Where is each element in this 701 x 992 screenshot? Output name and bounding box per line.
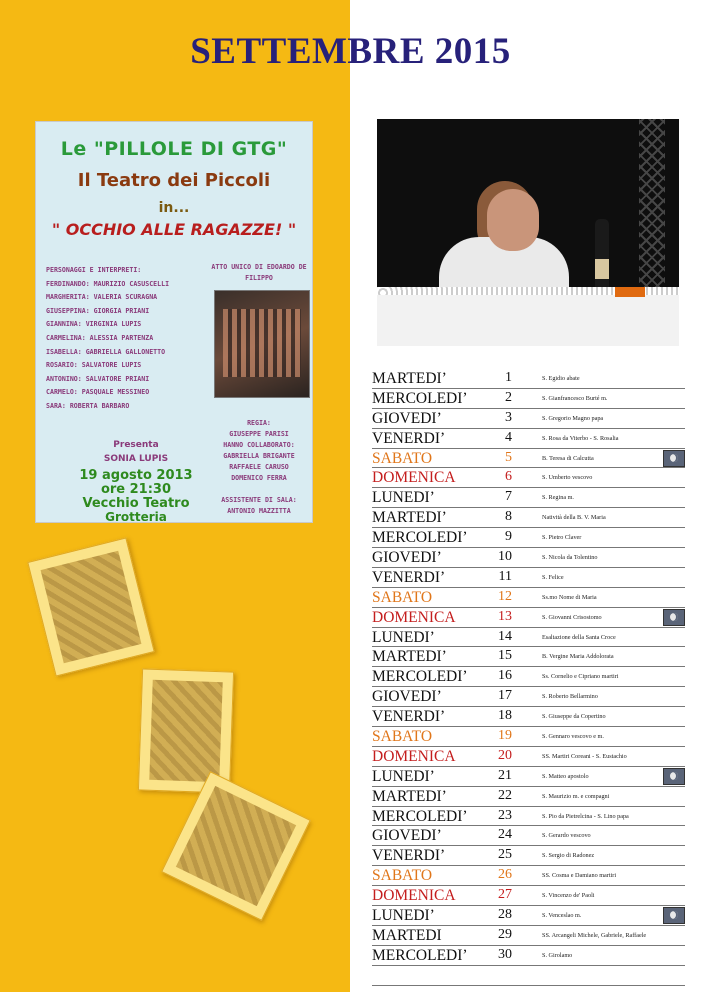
poster-time: ore 21:30 [100, 482, 172, 497]
calendar-day-name: LUNEDI’ [372, 628, 435, 646]
poster-regia-line: ANTONIO MAZZITTA [227, 507, 291, 515]
calendar-list [372, 369, 685, 986]
calendar-day-number: 23 [498, 807, 512, 823]
calendar-day-name: VENERDI’ [372, 429, 446, 447]
calendar-day-number: 3 [505, 409, 512, 425]
calendar-day-name: SABATO [372, 728, 433, 746]
poster-credit-line: ISABELLA: GABRIELLA GALLONETTO [46, 347, 166, 356]
calendar-saint: S. Gianfrancesco Burté m. [542, 394, 608, 402]
moon-phase-icon [663, 768, 685, 785]
calendar-row [372, 548, 685, 568]
calendar-saint: S. Nicola da Tolentino [542, 554, 598, 562]
poster-regia-line: HANNO COLLABORATO: [223, 441, 295, 449]
poster-date: 19 agosto 2013 [79, 468, 193, 483]
calendar-row [372, 449, 685, 469]
poster-photo-caption: ATTO UNICO DI EDOARDO DE FILIPPO [211, 263, 307, 282]
calendar-saint: S. Pietro Claver [542, 534, 582, 542]
calendar-row [372, 866, 685, 886]
calendar-row [372, 747, 685, 767]
calendar-day-name: VENERDI’ [372, 847, 446, 865]
poster-regia-line: DOMENICO FERRA [231, 474, 287, 482]
calendar-day-number: 13 [498, 608, 512, 624]
poster-credits [46, 264, 206, 414]
calendar-day-name: VENERDI’ [372, 568, 446, 586]
calendar-day-name: LUNEDI’ [372, 907, 435, 925]
calendar-day-name: MARTEDI’ [372, 648, 447, 666]
calendar-saint: SS. Arcangeli Michele, Gabriele, Raffaele [542, 931, 647, 939]
calendar-row [372, 568, 685, 588]
calendar-day-number: 25 [498, 847, 512, 863]
calendar-row [372, 647, 685, 667]
calendar-day-number: 17 [498, 688, 512, 704]
calendar-row [372, 787, 685, 807]
calendar-day-number: 4 [505, 429, 512, 445]
poster-company-name: Il Teatro dei Piccoli [77, 170, 271, 191]
moon-phase-icon [663, 450, 685, 467]
calendar-saint: B. Vergine Maria Addolorata [542, 653, 614, 661]
calendar-saint: S. Rosa da Viterbo - S. Rosalia [542, 434, 619, 442]
stage-photo [377, 119, 679, 346]
poster-regia-line: REGIA: [247, 419, 271, 427]
calendar-day-number: 16 [498, 668, 512, 684]
calendar-day-name: MERCOLEDI’ [372, 389, 468, 407]
calendar-saint: B. Teresa di Calcutta [542, 454, 594, 462]
calendar-day-number: 8 [505, 509, 512, 525]
calendar-row [372, 369, 685, 389]
calendar-day-number: 21 [498, 767, 512, 783]
calendar-saint: Natività della B. V. Maria [542, 514, 606, 522]
poster-city: Grotteria [105, 510, 167, 522]
calendar-day-name: DOMENICA [372, 747, 456, 765]
calendar-day-name: MARTEDI [372, 926, 442, 944]
actress-head [487, 189, 539, 251]
calendar-row [372, 826, 685, 846]
calendar-day-number: 12 [498, 588, 512, 604]
poster-credit-line: GIUSEPPINA: GIORGIA PRIANI [46, 306, 150, 315]
calendar-saint: Ss. Cornelio e Cipriano martiri [542, 673, 619, 681]
calendar-saint: S. Gennaro vescovo e m. [542, 733, 604, 741]
calendar-row [372, 946, 685, 966]
poster-regia-line: RAFFAELE CARUSO [229, 463, 289, 471]
calendar-day-number: 29 [498, 926, 512, 942]
calendar-day-number: 18 [498, 708, 512, 724]
poster-regia-line: GIUSEPPE PARISI [229, 430, 289, 438]
calendar-day-number: 30 [498, 946, 512, 962]
calendar-day-name: SABATO [372, 588, 433, 606]
calendar-saint: S. Umberto vescovo [542, 474, 593, 482]
calendar-end-line [372, 966, 685, 986]
poster-credit-line: PERSONAGGI E INTERPRETI: [46, 266, 142, 274]
calendar-row [372, 926, 685, 946]
calendar-day-number: 1 [505, 370, 512, 385]
calendar-row [372, 508, 685, 528]
calendar-saint: S. Girolamo [542, 951, 573, 959]
calendar-day-name: GIOVEDI’ [372, 549, 442, 567]
calendar-row [372, 767, 685, 787]
calendar-day-name: MERCOLEDI’ [372, 946, 468, 964]
poster-credit-line: ANTONINO: SALVATORE PRIANI [46, 374, 150, 383]
calendar-row [372, 707, 685, 727]
calendar-day-number: 14 [498, 628, 512, 644]
calendar-saint: SS. Cosma e Damiano martiri [542, 872, 617, 880]
calendar-day-name: DOMENICA [372, 469, 456, 487]
poster-credit-line: FERDINANDO: MAURIZIO CASUSCELLI [46, 279, 170, 288]
calendar-saint: SS. Martiri Coreani - S. Eustachio [542, 752, 627, 760]
poster-series-title: Le "PILLOLE DI GTG" [60, 138, 288, 160]
calendar-saint: S. Venceslao m. [542, 912, 582, 920]
calendar-row [372, 628, 685, 648]
calendar-day-number: 19 [498, 728, 512, 744]
calendar-saint: Ss.mo Nome di Maria [542, 593, 597, 601]
calendar-row [372, 807, 685, 827]
calendar-day-name: DOMENICA [372, 608, 456, 626]
poster-cast-photo [214, 290, 310, 398]
calendar-day-name: GIOVEDI’ [372, 688, 442, 706]
calendar-row [372, 468, 685, 488]
calendar-row [372, 588, 685, 608]
calendar-day-name: MARTEDI’ [372, 787, 447, 805]
calendar-day-name: MARTEDI’ [372, 370, 447, 387]
calendar-day-name: MERCOLEDI’ [372, 529, 468, 547]
calendar-row [372, 429, 685, 449]
calendar-row [372, 528, 685, 548]
poster-credit-line: GIANNINA: VIRGINIA LUPIS [46, 320, 142, 329]
calendar-day-name: VENERDI’ [372, 708, 446, 726]
bottle-label [595, 259, 609, 279]
poster-venue: Vecchio Teatro [82, 496, 190, 511]
calendar-day-number: 22 [498, 787, 512, 803]
calendar-day-number: 24 [498, 827, 512, 843]
calendar-saint: S. Egidio abate [542, 375, 580, 382]
calendar-day-name: LUNEDI’ [372, 489, 435, 507]
calendar-day-name: LUNEDI’ [372, 767, 435, 785]
calendar-row [372, 409, 685, 429]
calendar-day-name: SABATO [372, 867, 433, 885]
poster-regia-line: ASSISTENTE DI SALA: [221, 496, 297, 504]
calendar-day-name: GIOVEDI’ [372, 827, 442, 845]
calendar-day-number: 2 [505, 389, 512, 405]
moon-phase-icon [663, 609, 685, 626]
calendar-day-number: 7 [505, 489, 512, 505]
stage-table [377, 295, 679, 346]
bottle [595, 219, 609, 297]
calendar-row [372, 727, 685, 747]
calendar-saint: S. Maurizio m. e compagni [542, 792, 610, 800]
poster-credit-line: MARGHERITA: VALERIA SCURAGNA [46, 293, 158, 302]
poster-in-label: in... [158, 200, 190, 216]
calendar-day-name: MERCOLEDI’ [372, 668, 468, 686]
poster-credit-line: CARMELINA: ALESSIA PARTENZA [46, 333, 154, 342]
calendar-saint: S. Vincenzo de' Paoli [542, 892, 595, 900]
calendar-row [372, 906, 685, 926]
moon-phase-icon [663, 907, 685, 924]
calendar-saint: S. Regina m. [542, 494, 574, 502]
calendar-row [372, 687, 685, 707]
calendar-saint: S. Felice [542, 573, 564, 581]
calendar-day-name: MARTEDI’ [372, 509, 447, 527]
calendar-day-name: SABATO [372, 449, 433, 467]
calendar-saint: S. Sergio di Radonez [542, 852, 595, 860]
calendar-saint: S. Gregorio Magno papa [542, 414, 604, 422]
calendar-row [372, 608, 685, 628]
calendar-row [372, 846, 685, 866]
theatre-poster [36, 122, 312, 522]
calendar-saint: S. Giuseppe da Copertino [542, 713, 606, 721]
calendar-day-number: 10 [498, 549, 512, 565]
calendar-saint: S. Pio da Pietrelcina - S. Lino papa [542, 812, 629, 820]
calendar-saint: Esaltazione della Santa Croce [542, 633, 616, 641]
poster-credit-line: ROSARIO: SALVATORE LUPIS [46, 361, 142, 370]
calendar-saint: S. Gerardo vescovo [542, 832, 591, 840]
poster-regia-line: GABRIELLA BRIGANTE [223, 452, 295, 460]
calendar-day-number: 9 [505, 529, 512, 545]
poster-credit-line: SARA: ROBERTA BARBARO [46, 401, 130, 410]
calendar-day-number: 6 [505, 469, 512, 485]
page-title: SETTEMBRE 2015 [190, 31, 511, 72]
poster-presenter: SONIA LUPIS [103, 454, 169, 464]
calendar-day-name: MERCOLEDI’ [372, 807, 468, 825]
calendar-day-name: DOMENICA [372, 887, 456, 905]
calendar-saint: S. Giovanni Crisostomo [542, 613, 602, 621]
calendar-day-number: 20 [498, 747, 512, 763]
calendar-saint: S. Matteo apostolo [542, 772, 589, 780]
calendar-row [372, 886, 685, 906]
calendar-row [372, 488, 685, 508]
orange-object [615, 287, 645, 297]
calendar-day-number: 11 [498, 568, 512, 584]
poster-show-title: " OCCHIO ALLE RAGAZZE! " [51, 220, 297, 239]
calendar-day-name: GIOVEDI’ [372, 409, 442, 427]
calendar-row [372, 667, 685, 687]
poster-presents: Presenta [113, 440, 159, 450]
calendar-day-number: 27 [498, 887, 512, 903]
calendar-day-number: 26 [498, 867, 512, 883]
calendar-saint: S. Roberto Bellarmino [542, 693, 598, 701]
calendar-day-number: 28 [498, 907, 512, 923]
calendar-row [372, 389, 685, 409]
poster-credit-line: CARMELO: PASQUALE MESSINEO [46, 388, 150, 397]
calendar-day-number: 5 [505, 449, 512, 465]
calendar-day-number: 15 [498, 648, 512, 664]
